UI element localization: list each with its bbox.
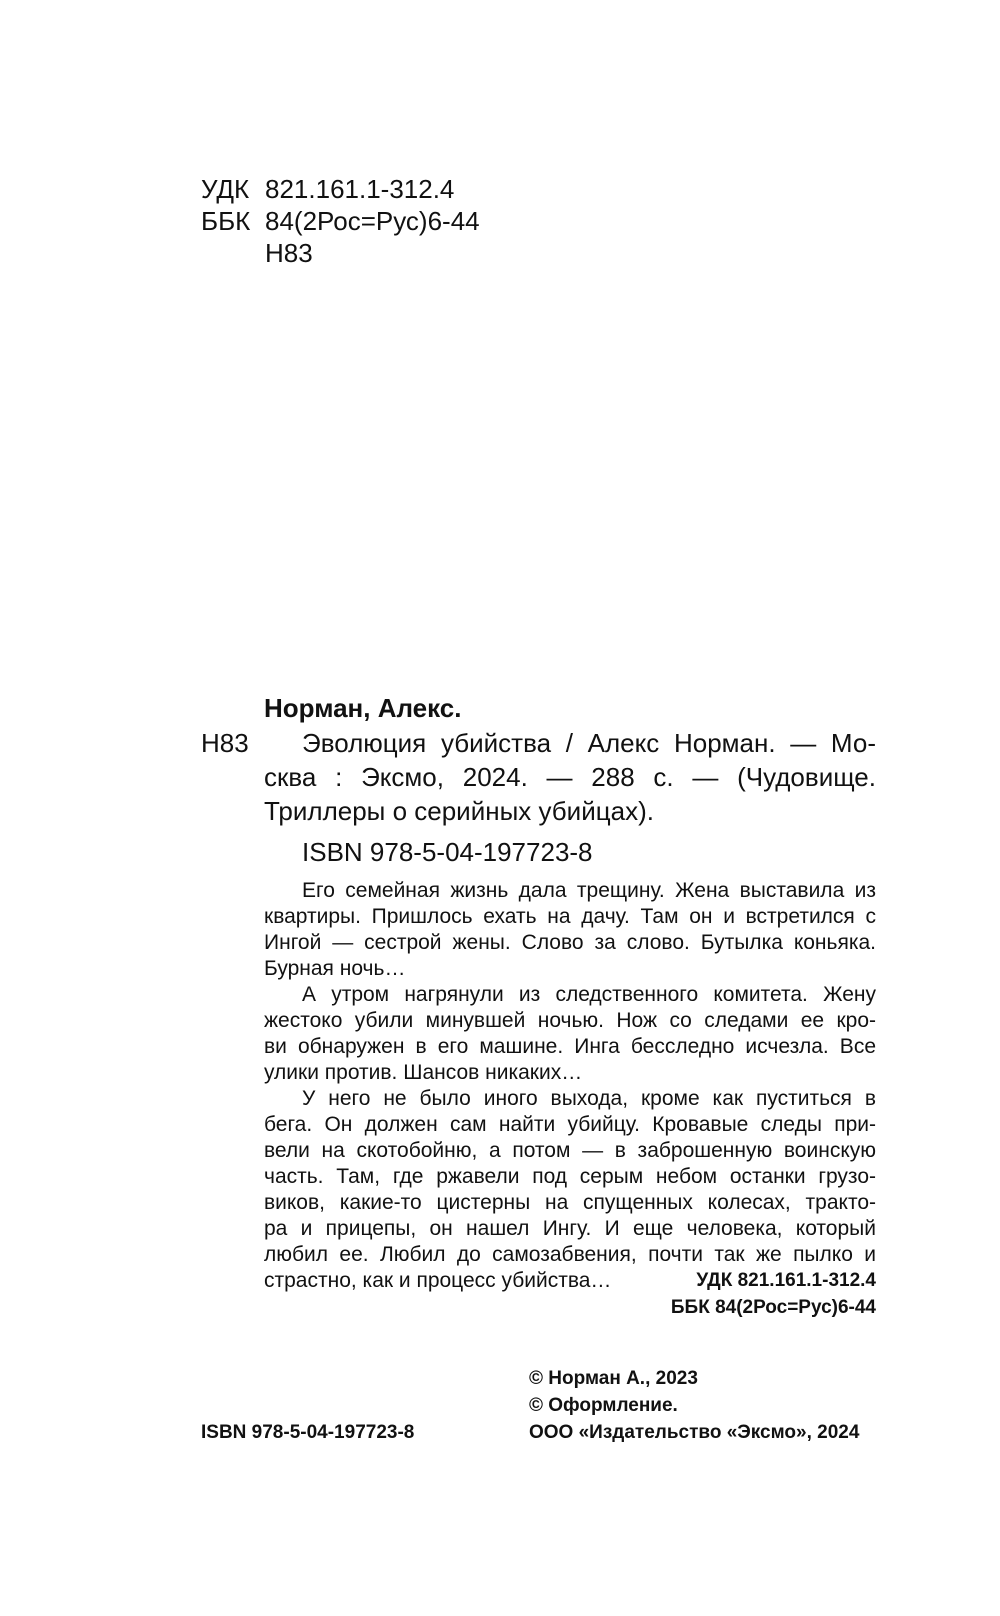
copyright-publisher: ООО «Издательство «Эксмо», 2024 (529, 1422, 860, 1443)
annotation-line: вели на скотобойню, а потом — в заброшенную воинскую (264, 1139, 876, 1162)
annotation-line: часть. Там, где ржавели под серым небом останки грузо- (264, 1165, 876, 1188)
annotation-line: У него не было иного выхода, кроме как пуститься в (302, 1087, 876, 1110)
description-line-2: сква : Эксмо, 2024. — 288 с. — (Чудовище. (264, 762, 876, 792)
bbk-key: ББК (201, 206, 251, 236)
annotation-line: квартиры. Пришлось ехать на дачу. Там он и встретился с (264, 905, 876, 928)
author-mark-top: Н83 (265, 238, 313, 268)
annotation-line: жестоко убили минувшей ночью. Нож со следами ее кро- (264, 1009, 876, 1032)
annotation-line: ви обнаружен в его машине. Инга бесследно исчезла. Все (264, 1035, 876, 1058)
copyright-author: © Норман А., 2023 (529, 1368, 698, 1389)
udk-value: 821.161.1-312.4 (265, 174, 455, 204)
annotation-line: улики против. Шансов никаких… (264, 1061, 583, 1084)
annotation-line: любил ее. Любил до самозабвения, почти так же пылко и (264, 1243, 876, 1266)
annotation-bbk: ББК 84(2Рос=Рус)6-44 (670, 1297, 876, 1318)
isbn-entry: ISBN 978-5-04-197723-8 (302, 837, 593, 867)
annotation-line: Бурная ночь… (264, 957, 406, 980)
annotation-udk: УДК 821.161.1-312.4 (696, 1270, 876, 1291)
footer-isbn: ISBN 978-5-04-197723-8 (201, 1422, 415, 1443)
udk-row (201, 172, 621, 206)
annotation-line: ра и прицепы, он нашел Ингу. И еще человека, который (264, 1217, 876, 1240)
annotation-line: А утром нагрянули из следственного комитета. Жену (302, 983, 876, 1006)
description-line-1: Эволюция убийства / Алекс Норман. — Мо- (302, 728, 876, 758)
annotation-line: Его семейная жизнь дала трещину. Жена выставила из (302, 879, 876, 902)
bbk-value: 84(2Рос=Рус)6-44 (265, 206, 480, 236)
description-line-3: Триллеры о серийных убийцах). (264, 796, 654, 826)
annotation-line: страстно, как и процесс убийства… (264, 1269, 612, 1292)
bbk-row (201, 204, 621, 238)
author-mark-entry: Н83 (201, 728, 249, 758)
author-name: Норман, Алекс. (264, 693, 462, 723)
annotation-line: виков, какие-то цистерны на спущенных колесах, тракто- (264, 1191, 876, 1214)
annotation-line: Ингой — сестрой жены. Слово за слово. Бутылка коньяка. (264, 931, 876, 954)
annotation-line: бега. Он должен сам найти убийцу. Кровавые следы при- (264, 1113, 876, 1136)
udk-key: УДК (201, 174, 250, 204)
copyright-design: © Оформление. (529, 1395, 678, 1416)
